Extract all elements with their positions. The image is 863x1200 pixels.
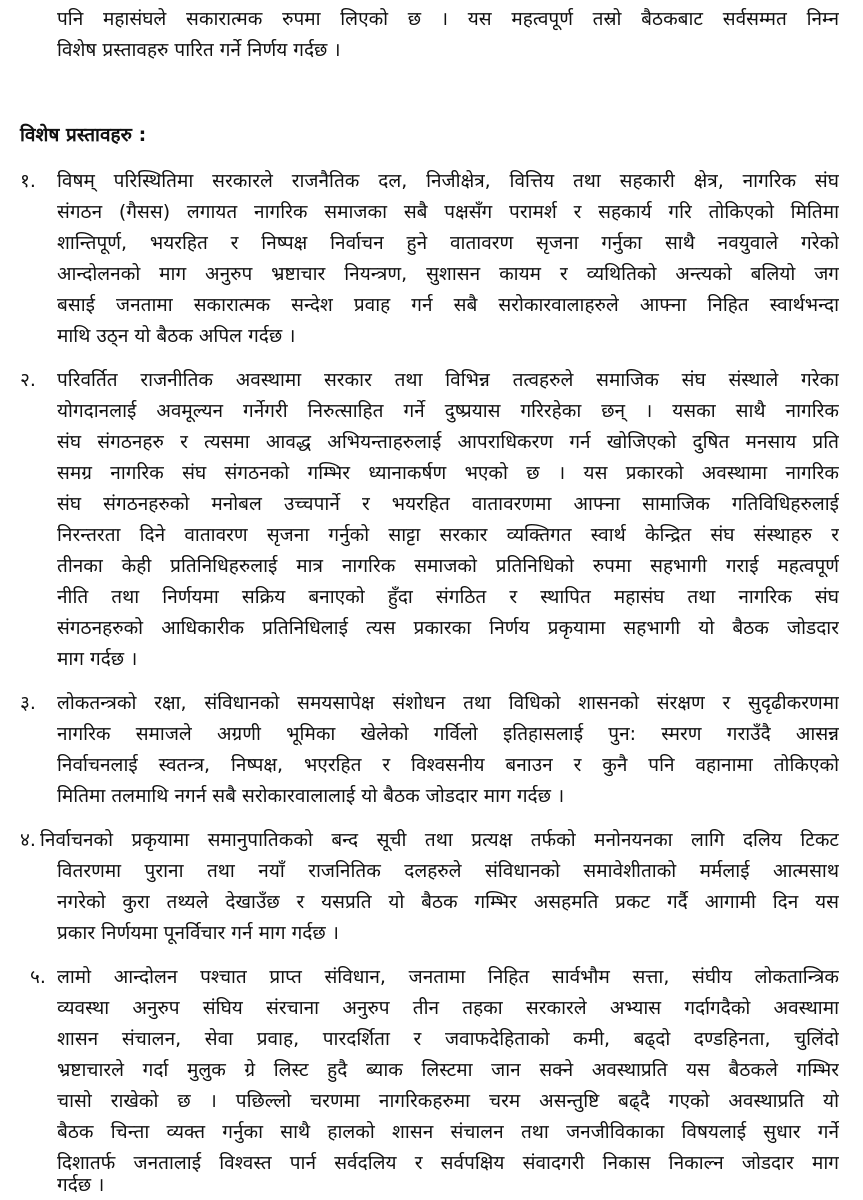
- resolution-line: बैठक चिन्ता व्यक्त गर्नुका साथै हालको शासन संचालन तथा जनजीविकाका विषयलाई सुधार गर्ने: [57, 1121, 839, 1143]
- resolution-number: २.: [20, 369, 36, 391]
- intro-line: पनि महासंघले सकारात्मक रुपमा लिएको छ । यस महत्वपूर्ण तस्रो बैठकबाट सर्वसम्मत निम्न: [57, 8, 839, 30]
- resolution-line: प्रकार निर्णयमा पूनर्विचार गर्न माग गर्दछ ।: [57, 922, 339, 944]
- resolution-line: दिशातर्फ जनतालाई विश्वस्त पार्न सर्वदलिय र सर्वपक्षिय संवादगरी निकास निकाल्न जोडदार माग: [57, 1152, 839, 1174]
- resolution-line: लामो आन्दोलन पश्चात प्राप्त संविधान, जनतामा निहित सार्वभौम सत्ता, संघीय लोकतान्त्रिक: [57, 966, 839, 988]
- section-heading: विशेष प्रस्तावहरु :: [20, 124, 147, 146]
- resolution-line: तीनका केही प्रतिनिधिहरुलाई मात्र नागरिक समाजको प्रतिनिधिको रुपमा सहभागी गराई महत्वपूर्ण: [57, 555, 839, 577]
- resolution-line: शान्तिपूर्ण, भयरहित र निष्पक्ष निर्वाचन हुने वातावरण सृजना गर्नुका साथै नवयुवाले गरेको: [57, 232, 839, 254]
- resolution-line: व्यवस्था अनुरुप संघिय संरचाना अनुरुप तीन तहका सरकारले अभ्यास गर्दागदैको अवस्थामा: [57, 997, 839, 1019]
- resolution-line: समग्र नागरिक संघ संगठनको गम्भिर ध्यानाकर्षण भएको छ । यस प्रकारको अवस्थामा नागरिक: [57, 462, 839, 484]
- resolution-line: वितरणमा पुराना तथा नयाँ राजनितिक दलहरुले संविधानको समावेशीताको मर्मलाई आत्मसाथ: [57, 860, 839, 882]
- resolution-line: संगठन (गैसस) लगायत नागरिक समाजका सबै पक्षसँग परामर्श र सहकार्य गरि तोकिएको मितिमा: [57, 201, 839, 223]
- resolution-line: विषम् परिस्थितिमा सरकारले राजनैतिक दल, निजीक्षेत्र, वित्तिय तथा सहकारी क्षेत्र, नागरिक संघ: [57, 170, 839, 192]
- resolution-line: योगदानलाई अवमूल्यन गर्नेगरी निरुत्साहित गर्ने दुष्प्रयास गरिरहेका छन् । यसका साथै नागरिक: [57, 400, 839, 422]
- resolution-line: बसाई जनतामा सकारात्मक सन्देश प्रवाह गर्न सबै सरोकारवालाहरुले आफ्ना निहित स्वार्थभन्दा: [57, 294, 839, 316]
- resolution-line: नगरेको कुरा तथ्यले देखाउँछ र यसप्रति यो बैठक गम्भिर असहमति प्रकट गर्दै आगामी दिन यस: [57, 891, 839, 913]
- resolution-line: भ्रष्टाचारले गर्दा मुलुक ग्रे लिस्ट हुदै ब्याक लिस्टमा जान सक्ने अवस्थाप्रति यस बैठकले गम्भिर: [57, 1059, 839, 1081]
- resolution-number: १.: [20, 170, 36, 192]
- resolution-line: नागरिक समाजले अग्रणी भूमिका खेलेको गर्विलो इतिहासलाई पुन: स्मरण गराउँदै आसन्न: [57, 723, 839, 745]
- resolution-line: शासन संचालन, सेवा प्रवाह, पारदर्शिता र जवाफदेहिताको कमी, बढ्दो दण्डहिनता, चुलिंदो: [57, 1028, 839, 1050]
- resolution-line: निर्वाचनलाई स्वतन्त्र, निष्पक्ष, भएरहित र विश्वसनीय बनाउन र कुनै पनि वहानामा तोकिएको: [57, 754, 839, 776]
- resolution-line: संगठनहरुको आधिकारीक प्रतिनिधिलाई त्यस प्रकारका निर्णय प्रकृयामा सहभागी यो बैठक जोडदार: [57, 617, 839, 639]
- resolution-number: ३.: [20, 692, 36, 714]
- resolution-line: निर्वाचनको प्रकृयामा समानुपातिकको बन्द सूची तथा प्रत्यक्ष तर्फको मनोनयनका लागि दलिय टिकट: [40, 829, 839, 851]
- resolution-number: ४.: [20, 829, 36, 851]
- resolution-line: लोकतन्त्रको रक्षा, संविधानको समयसापेक्ष संशोधन तथा विधिको शासनको संरक्षण र सुदृढीकरणमा: [57, 692, 839, 714]
- resolution-line: मितिमा तलमाथि नगर्न सबै सरोकारवालालाई यो बैठक जोडदार माग गर्दछ ।: [57, 785, 565, 807]
- resolution-line: आन्दोलनको माग अनुरुप भ्रष्टाचार नियन्त्रण, सुशासन कायम र व्यथितिको अन्त्यको बलियो जग: [57, 263, 839, 285]
- resolution-line: चासो राखेको छ । पछिल्लो चरणमा नागरिकहरुमा चरम असन्तुष्टि बढ्दै गएको अवस्थाप्रति यो: [57, 1090, 839, 1112]
- resolution-line: परिवर्तित राजनीतिक अवस्थामा सरकार तथा विभिन्न तत्वहरुले समाजिक संघ संस्थाले गरेका: [57, 369, 839, 391]
- resolution-line: माथि उठ्न यो बैठक अपिल गर्दछ ।: [57, 325, 296, 347]
- resolution-line: निरन्तरता दिने वातावरण सृजना गर्नुको साट्टा सरकार व्यक्तिगत स्वार्थ केन्द्रित संघ संस्थाहरु र: [57, 524, 839, 546]
- resolution-line: नीति तथा निर्णयमा सक्रिय बनाएको हुँदा संगठित र स्थापित महासंघ तथा नागरिक संघ: [57, 586, 839, 608]
- resolution-number: ५.: [30, 966, 46, 988]
- resolution-line: माग गर्दछ ।: [57, 648, 138, 670]
- intro-line: विशेष प्रस्तावहरु पारित गर्ने निर्णय गर्दछ ।: [57, 39, 341, 61]
- resolution-line: गर्दछ ।: [57, 1174, 105, 1196]
- resolution-line: संघ संगठनहरु र त्यसमा आवद्ध अभियन्ताहरुलाई आपराधिकरण गर्न खोजिएको दुषित मनसाय प्रति: [57, 431, 839, 453]
- resolution-line: संघ संगठनहरुको मनोबल उच्चपार्ने र भयरहित वातावरणमा आफ्ना सामाजिक गतिविधिहरुलाई: [57, 493, 839, 515]
